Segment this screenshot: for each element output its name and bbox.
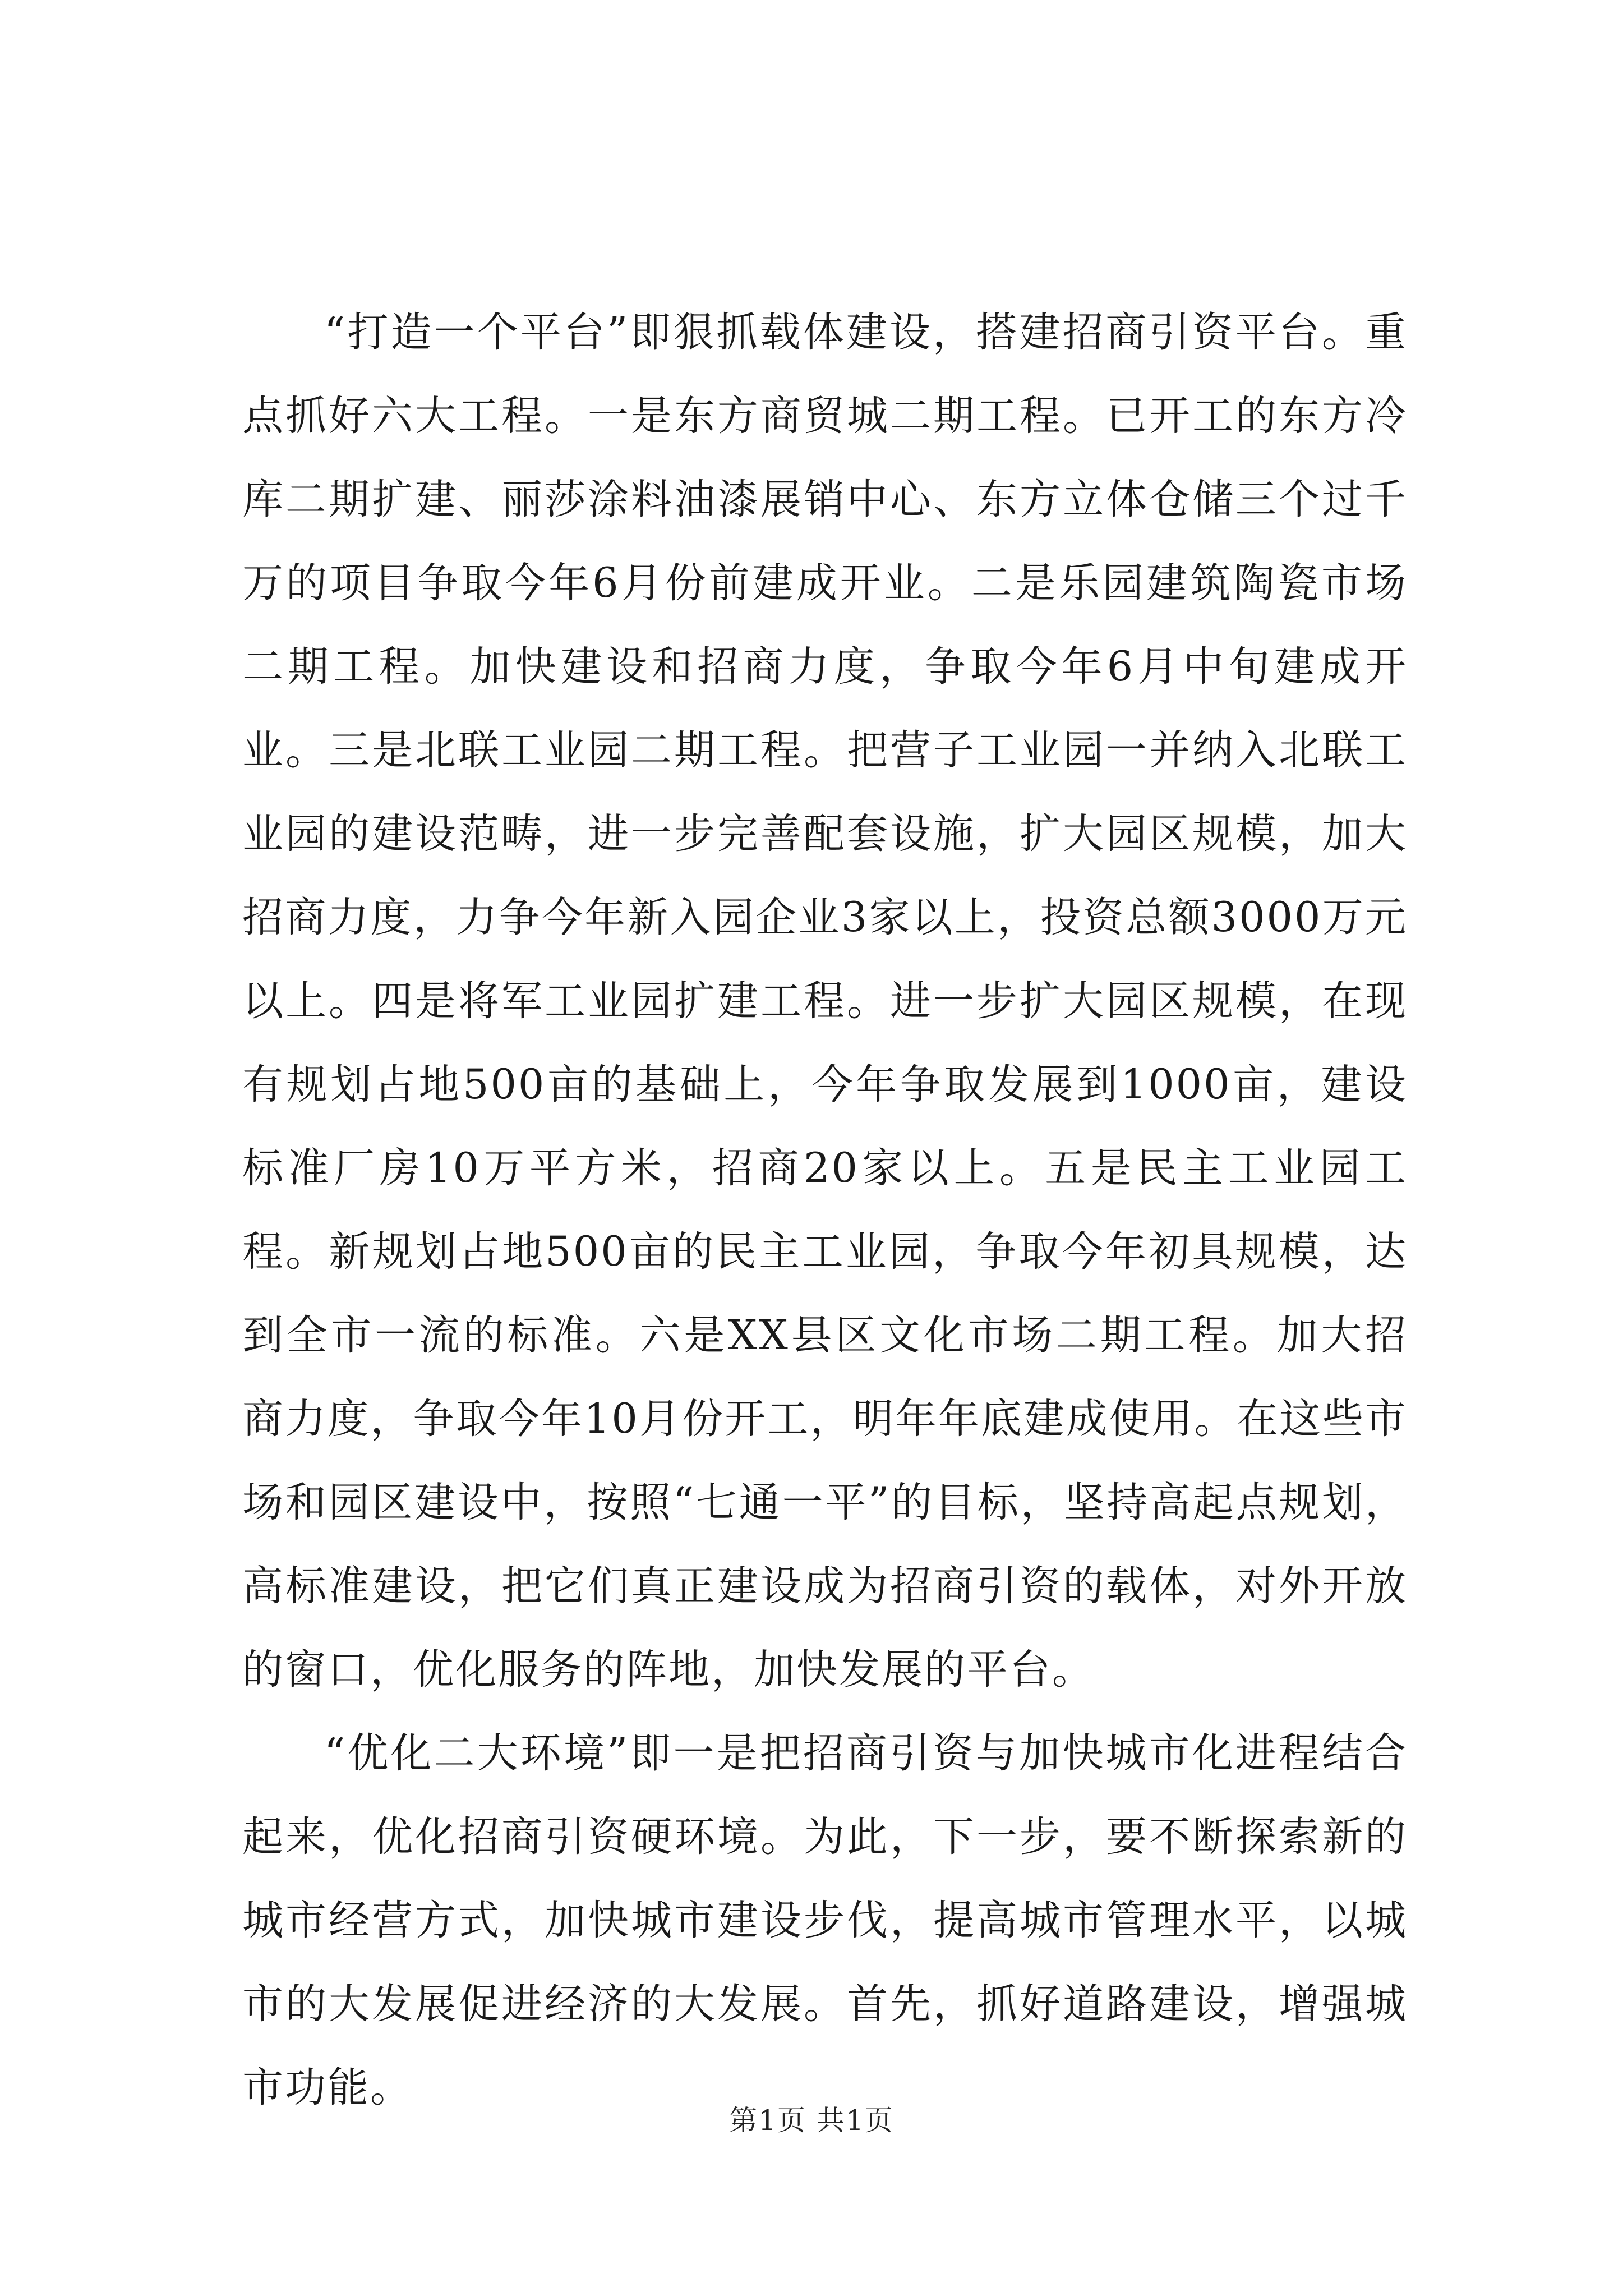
document-body <box>242 291 1408 2129</box>
paragraph-environment: “优化二大环境”即一是把招商引资与加快城市化进程结合起来，优化招商引资硬环境。为此，下一步，要不断探索新的城市经营方式，加快城市建设步伐，提高城市管理水平，以城市的大发展促进经济的大发展。首先，抓好道路建设，增强城市功能。 <box>242 1729 1408 2111</box>
page-footer: 第1页 共1页 <box>729 2104 894 2137</box>
paragraph-platform: “打造一个平台”即狠抓载体建设，搭建招商引资平台。重点抓好六大工程。一是东方商贸城二期工程。已开工的东方冷库二期扩建、丽莎涂料油漆展销中心、东方立体仓储三个过千万的项目争取今年6月份前建成开业。二是乐园建筑陶瓷市场二期工程。加快建设和招商力度，争取今年6月中旬建成开业。三是北联工业园二期工程。把营子工业园一并纳入北联工业园的建设范畴，进一步完善配套设施，扩大园区规模，加大招商力度，力争今年新入园企业3家以上，投资总额3000万元以上。四是将军工业园扩建工程。进一步扩大园区规模，在现有规划占地500亩的基础上，今年争取发展到1000亩，建设标准厂房10万平方米，招商20家以上。五是民主工业园工程。新规划占地500亩的民主工业园，争取今年初具规模，达到全市一流的标准。六是XX县区文化市场二期工程。加大招商力度，争取今年10月份开工，明年年底建成使用。在这些市场和园区建设中，按照“七通一平”的目标，坚持高起点规划，高标准建设，把它们真正建设成为招商引资的载体，对外开放的窗口，优化服务的阵地，加快发展的平台。 <box>242 309 1408 1694</box>
